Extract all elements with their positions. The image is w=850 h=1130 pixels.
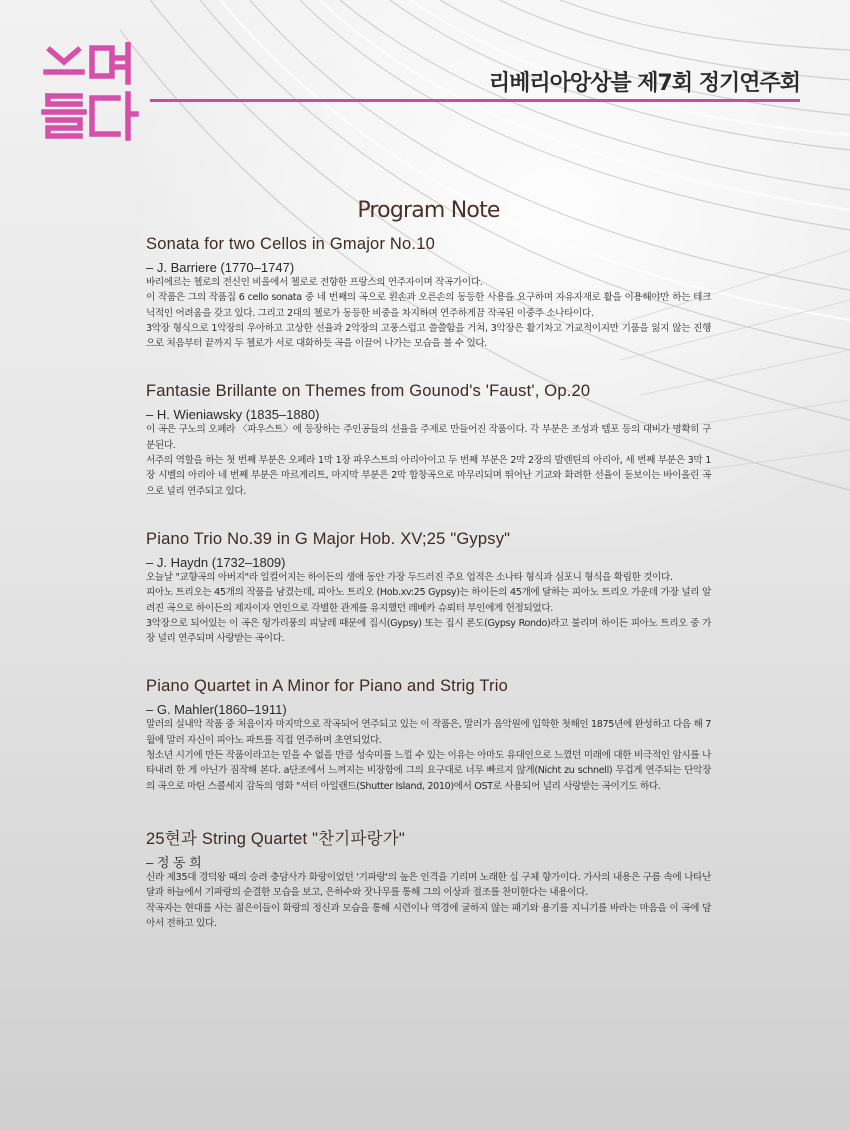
piece-paragraph: 3악장으로 되어있는 이 곡은 헝가리풍의 피날레 때문에 집시(Gypsy) 또는 집시 론도(Gypsy Rondo)라고 불리며 하이든 피아노 트리오 중 가장 널리 연주되며 사랑받는 곡이다. xyxy=(146,617,711,645)
piece-paragraph: 신라 제35대 경덕왕 때의 승려 충담사가 화랑이었던 '기파랑'의 높은 인격을 기리며 노래한 십 구체 향가이다. 가사의 내용은 구름 속에 나타난 달과 하늘에서 기파랑의 순결한 모습을 보고, 은하수와 잣나무를 통해 그의 이상과 절조를 찬미한다는 내용이다. xyxy=(146,871,711,899)
logo-smyeodeulda xyxy=(40,42,140,142)
header-divider xyxy=(150,99,800,102)
piece-paragraph: 이 곡은 구노의 오페라 〈파우스트〉에 등장하는 주인공들의 선율을 주제로 만들어진 작품이다. 각 부분은 조성과 템포 등의 대비가 명확히 구분된다. xyxy=(146,424,711,451)
piece-paragraph: 바리에르는 첼로의 전신인 비올에서 첼로로 전향한 프랑스의 연주자이며 작곡가이다. xyxy=(146,277,483,288)
piece-paragraph: 청소년 시기에 만든 작품이라고는 믿을 수 없을 만큼 성숙미를 느낄 수 있는 이유는 아마도 유대인으로 느꼈던 미래에 대한 비극적인 암시를 나타내려 한 게 아닌가 짐작해 본다. a단조에서 느껴지는 비장함에 그의 요구대로 너무 빠르지 않게(Nicht zu schnell) 무겁게 연주되는 단악장의 곡으로 마틴 스콜세지 감독의 영화 "셔터 아일랜드(Shutter Island, 2010)에서 OST로 사용되어 널리 사랑받는 곡이기도 하다. xyxy=(146,750,711,792)
piece-paragraph: 말러의 실내악 작품 중 처음이자 마지막으로 작곡되어 연주되고 있는 이 작품은, 말러가 음악원에 입학한 첫해인 1875년에 완성하고 다음 해 7월에 말러 자신이 피아노 파트를 직접 연주하며 초연되었다. xyxy=(146,719,711,746)
piece-composer: – J. Barriere (1770–1747) xyxy=(146,260,295,275)
piece-paragraph: 오늘날 "교향곡의 아버지"라 일컬어지는 하이든의 생애 동안 가장 두드러진 주요 업적은 소나타 형식과 심포니 형식을 확립한 것이다. xyxy=(146,571,673,583)
piece-paragraph: 피아노 트리오는 45개의 작품을 남겼는데, 피아노 트리오 (Hob.xv:25 Gypsy)는 하이든의 45개에 달하는 피아노 트리오 가운데 가장 널리 알려진 곡으로 하이든의 제자이자 연인으로 각별한 관계를 유지했던 레베카 슈뢰터 부인에게 헌정되었다. xyxy=(146,587,711,614)
piece-composer: – 정 동 희 xyxy=(146,854,202,870)
piece-title: Piano Quartet in A Minor for Piano and Strig Trio xyxy=(146,677,508,696)
piece-composer: – H. Wieniawsky (1835–1880) xyxy=(146,407,320,423)
page-title: Program Note xyxy=(357,198,500,223)
piece-title: Piano Trio No.39 in G Major Hob. XV;25 "Gypsy" xyxy=(146,529,511,548)
piece-paragraph: 서주의 역할을 하는 첫 번째 부분은 오페라 1막 1장 파우스트의 아리아이고 두 번째 부분은 2막 2장의 발렌틴의 아리아, 세 번째 부분은 3막 1장 시벨의 아리아 네 번째 부분은 마르게리트, 마지막 부분은 2막 합창곡으로 마무리되며 뛰어난 기교와 화려한 선율이 돋보이는 바이올린 곡으로 널리 연주되고 있다. xyxy=(146,455,711,497)
piece-4 xyxy=(146,677,711,793)
piece-paragraph: 3악장 형식으로 1악장의 우아하고 고상한 선율과 2악장의 고풍스럽고 쓸쓸함을 거쳐, 3악장은 활기차고 기교적이지만 기품을 잃지 않는 진행으로 처음부터 끝까지 두 첼로가 서로 대화하듯 곡을 이끌어 나가는 모습을 볼 수 있다. xyxy=(146,322,711,350)
piece-title: Sonata for two Cellos in Gmajor No.10 xyxy=(146,235,435,253)
piece-3 xyxy=(146,530,711,646)
piece-5 xyxy=(146,825,711,931)
concert-title: 리베리아앙상블 제7회 정기연주회 xyxy=(488,71,800,96)
piece-paragraph: 작곡자는 현대를 사는 젊은이들이 화랑의 정신과 모습을 통해 시련이나 역경에 굴하지 않는 패기와 용기를 지니기를 바라는 마음을 이 곡에 담아서 전하고 있다. xyxy=(146,902,711,929)
piece-paragraph: 이 작품은 그의 작품집 6 cello sonata 중 네 번째의 곡으로 왼손과 오른손의 동등한 사용을 요구하며 자유자재로 활을 이용해야만 하는 테크닉적인 어려움을 갖고 있다. 그리고 2대의 첼로가 동등한 비중을 차지하며 연주하게끔 작곡된 이중주 소나타이다. xyxy=(146,292,711,319)
piece-composer: – G. Mahler(1860–1911) xyxy=(146,702,287,718)
piece-composer: – J. Haydn (1732–1809) xyxy=(146,554,286,570)
piece-title: 25현과 String Quartet "찬기파랑가" xyxy=(146,829,405,848)
piece-2 xyxy=(146,382,711,498)
program-notes xyxy=(146,198,711,962)
piece-title: Fantasie Brillante on Themes from Gounod's 'Faust', Op.20 xyxy=(146,382,591,401)
piece-1 xyxy=(146,235,711,351)
